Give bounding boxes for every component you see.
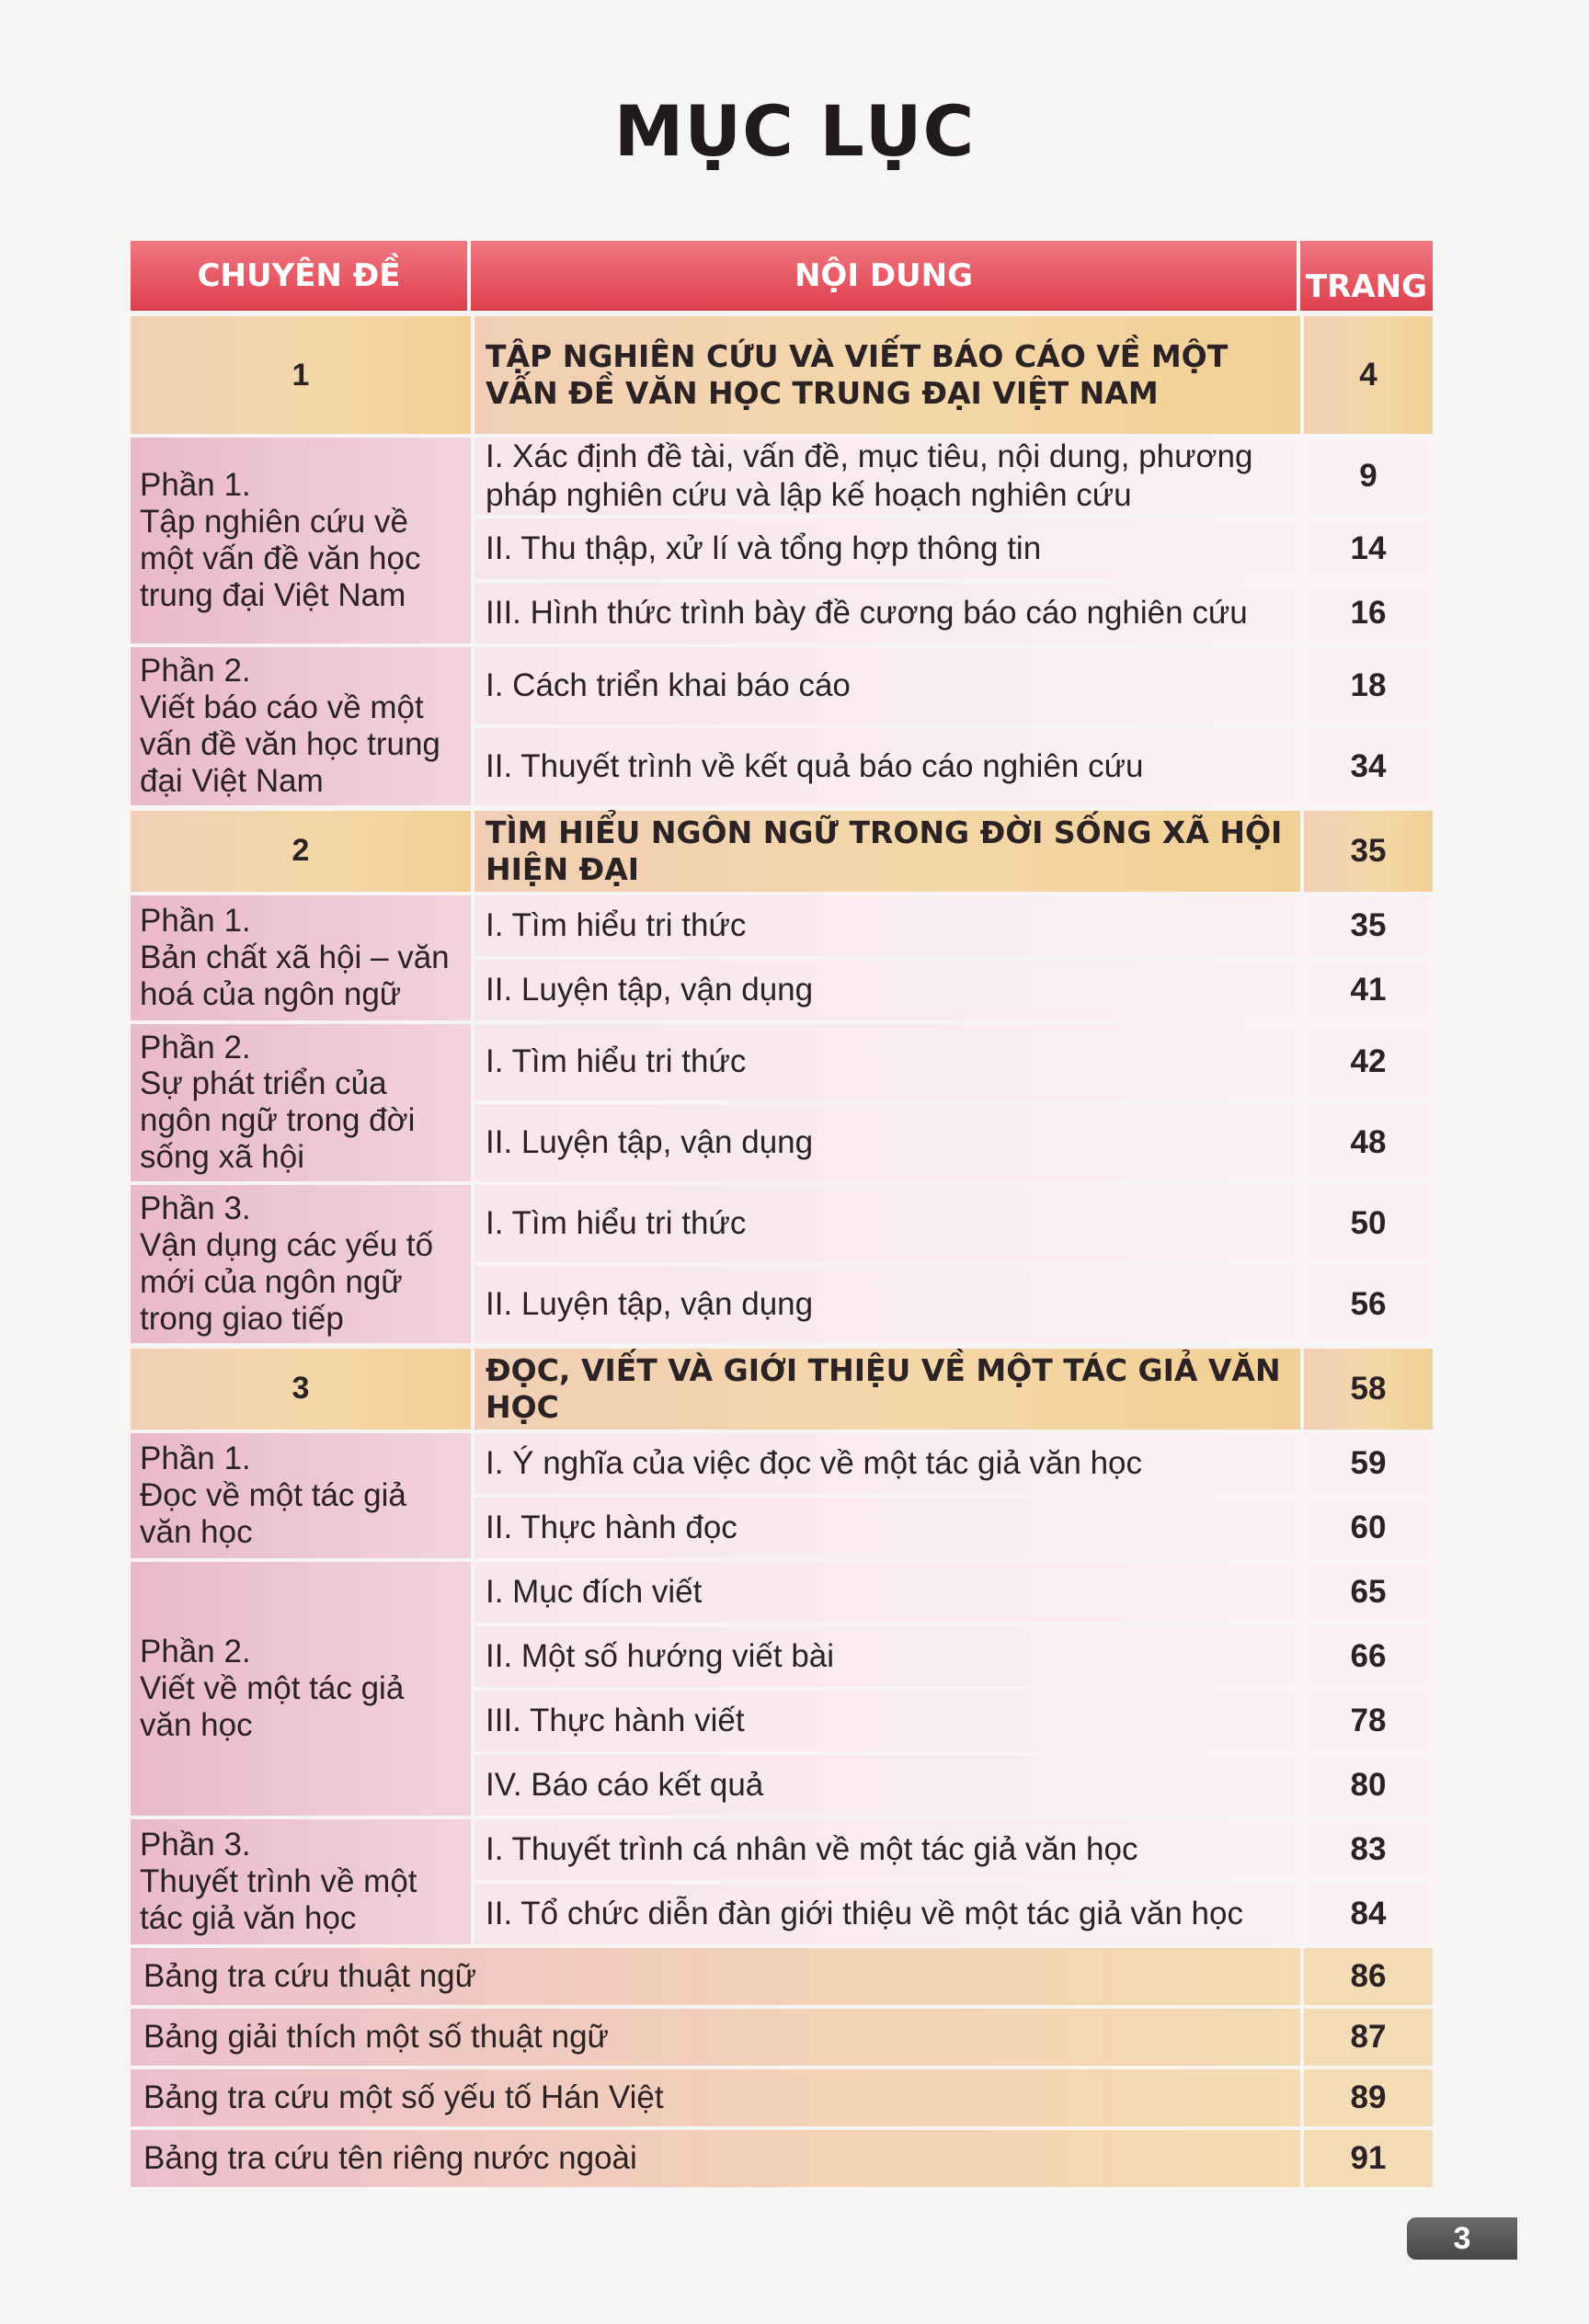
part-name: Vận dụng các yếu tố mới của ngôn ngữ trong giao tiếp [140, 1227, 434, 1337]
item-text: I. Tìm hiểu tri thức [471, 1181, 1300, 1262]
part-name: Đọc về một tác giả văn học [140, 1476, 406, 1550]
item-text: IV. Báo cáo kết quả [471, 1751, 1300, 1816]
item-row [131, 434, 1433, 515]
part-label: Phần 2. [140, 653, 251, 689]
annex-row [131, 2066, 1433, 2126]
item-page: 14 [1300, 515, 1433, 579]
annex-page: 91 [1300, 2126, 1433, 2187]
item-page: 50 [1300, 1181, 1433, 1262]
item-text: II. Tổ chức diễn đàn giới thiệu về một tác giả văn học [471, 1880, 1300, 1944]
item-text: III. Thực hành viết [471, 1687, 1300, 1751]
part-cell [131, 1020, 471, 1182]
topic-number: 1 [131, 311, 471, 434]
item-row [131, 644, 1433, 724]
annex-text: Bảng tra cứu một số yếu tố Hán Việt [131, 2066, 1300, 2126]
item-page: 66 [1300, 1623, 1433, 1687]
item-text: I. Xác định đề tài, vấn đề, mục tiêu, nội dung, phương pháp nghiên cứu và lập kế hoạch nghiên cứu [471, 434, 1300, 515]
item-page: 9 [1300, 434, 1433, 515]
item-page: 56 [1300, 1262, 1433, 1343]
item-text: I. Tìm hiểu tri thức [471, 892, 1300, 956]
page-title: MỤC LỤC [613, 90, 976, 172]
item-page: 18 [1300, 644, 1433, 724]
item-page: 78 [1300, 1687, 1433, 1751]
annex-row [131, 2005, 1433, 2066]
part-label: Phần 1. [140, 467, 251, 504]
part-name: Sự phát triển của ngôn ngữ trong đời sống xã hội [140, 1065, 416, 1176]
item-text: II. Thu thập, xử lí và tổng hợp thông tin [471, 515, 1300, 579]
item-page: 65 [1300, 1558, 1433, 1623]
part-name: Viết báo cáo về một vấn đề văn học trung đại Việt Nam [140, 689, 440, 799]
annex-text: Bảng tra cứu tên riêng nước ngoài [131, 2126, 1300, 2187]
part-cell [131, 1181, 471, 1343]
toc-header [131, 241, 1433, 311]
item-page: 84 [1300, 1880, 1433, 1944]
item-text: II. Một số hướng viết bài [471, 1623, 1300, 1687]
annex-text: Bảng giải thích một số thuật ngữ [131, 2005, 1300, 2066]
item-text: I. Mục đích viết [471, 1558, 1300, 1623]
topic-row [131, 805, 1433, 892]
item-row [131, 892, 1433, 956]
page-number-badge: 3 [1407, 2217, 1517, 2260]
item-page: 60 [1300, 1494, 1433, 1558]
header-trang: TRANG [1300, 241, 1433, 311]
item-page: 59 [1300, 1430, 1433, 1494]
item-text: II. Thuyết trình về kết quả báo cáo nghiên cứu [471, 724, 1300, 805]
part-cell [131, 892, 471, 1020]
toc-table [131, 241, 1433, 2187]
part-label: Phần 2. [140, 1633, 251, 1669]
item-text: II. Luyện tập, vận dụng [471, 956, 1300, 1020]
item-text: I. Thuyết trình cá nhân về một tác giả văn học [471, 1816, 1300, 1880]
annex-page: 87 [1300, 2005, 1433, 2066]
part-cell [131, 1558, 471, 1816]
header-noi-dung: NỘI DUNG [471, 241, 1300, 311]
part-label: Phần 3. [140, 1826, 251, 1863]
part-name: Viết về một tác giả văn học [140, 1669, 405, 1743]
part-label: Phần 2. [140, 1029, 251, 1065]
part-label: Phần 1. [140, 902, 251, 939]
topic-page: 35 [1300, 805, 1433, 892]
item-row [131, 1020, 1433, 1101]
item-page: 35 [1300, 892, 1433, 956]
item-text: I. Ý nghĩa của việc đọc về một tác giả văn học [471, 1430, 1300, 1494]
topic-title: TẬP NGHIÊN CỨU VÀ VIẾT BÁO CÁO VỀ MỘT VẤN ĐỀ VĂN HỌC TRUNG ĐẠI VIỆT NAM [471, 311, 1300, 434]
part-cell [131, 1430, 471, 1558]
item-page: 80 [1300, 1751, 1433, 1816]
annex-page: 86 [1300, 1944, 1433, 2005]
item-page: 41 [1300, 956, 1433, 1020]
item-page: 16 [1300, 579, 1433, 644]
annex-page: 89 [1300, 2066, 1433, 2126]
topic-title: TÌM HIỂU NGÔN NGỮ TRONG ĐỜI SỐNG XÃ HỘI HIỆN ĐẠI [471, 805, 1300, 892]
part-cell [131, 644, 471, 805]
item-text: II. Thực hành đọc [471, 1494, 1300, 1558]
item-row [131, 1430, 1433, 1494]
item-page: 48 [1300, 1100, 1433, 1181]
item-text: II. Luyện tập, vận dụng [471, 1262, 1300, 1343]
item-row [131, 1558, 1433, 1623]
item-row [131, 1181, 1433, 1262]
item-text: III. Hình thức trình bày đề cương báo cáo nghiên cứu [471, 579, 1300, 644]
topic-number: 2 [131, 805, 471, 892]
part-cell [131, 434, 471, 644]
toc-body [131, 311, 1433, 2187]
item-row [131, 1816, 1433, 1880]
topic-row [131, 1343, 1433, 1430]
topic-title: ĐỌC, VIẾT VÀ GIỚI THIỆU VỀ MỘT TÁC GIẢ VĂN HỌC [471, 1343, 1300, 1430]
annex-row [131, 1944, 1433, 2005]
topic-page: 58 [1300, 1343, 1433, 1430]
topic-page: 4 [1300, 311, 1433, 434]
item-text: I. Cách triển khai báo cáo [471, 644, 1300, 724]
part-cell [131, 1816, 471, 1944]
item-page: 34 [1300, 724, 1433, 805]
header-chuyen-de: CHUYÊN ĐỀ [131, 241, 471, 311]
annex-text: Bảng tra cứu thuật ngữ [131, 1944, 1300, 2005]
part-label: Phần 3. [140, 1190, 251, 1227]
part-label: Phần 1. [140, 1440, 251, 1476]
item-page: 42 [1300, 1020, 1433, 1101]
topic-number: 3 [131, 1343, 471, 1430]
part-name: Bản chất xã hội – văn hoá của ngôn ngữ [140, 939, 450, 1012]
part-name: Thuyết trình về một tác giả văn học [140, 1863, 417, 1936]
annex-row [131, 2126, 1433, 2187]
item-page: 83 [1300, 1816, 1433, 1880]
item-text: I. Tìm hiểu tri thức [471, 1020, 1300, 1101]
item-text: II. Luyện tập, vận dụng [471, 1100, 1300, 1181]
topic-row [131, 311, 1433, 434]
part-name: Tập nghiên cứu về một vấn đề văn học trung đại Việt Nam [140, 504, 421, 613]
